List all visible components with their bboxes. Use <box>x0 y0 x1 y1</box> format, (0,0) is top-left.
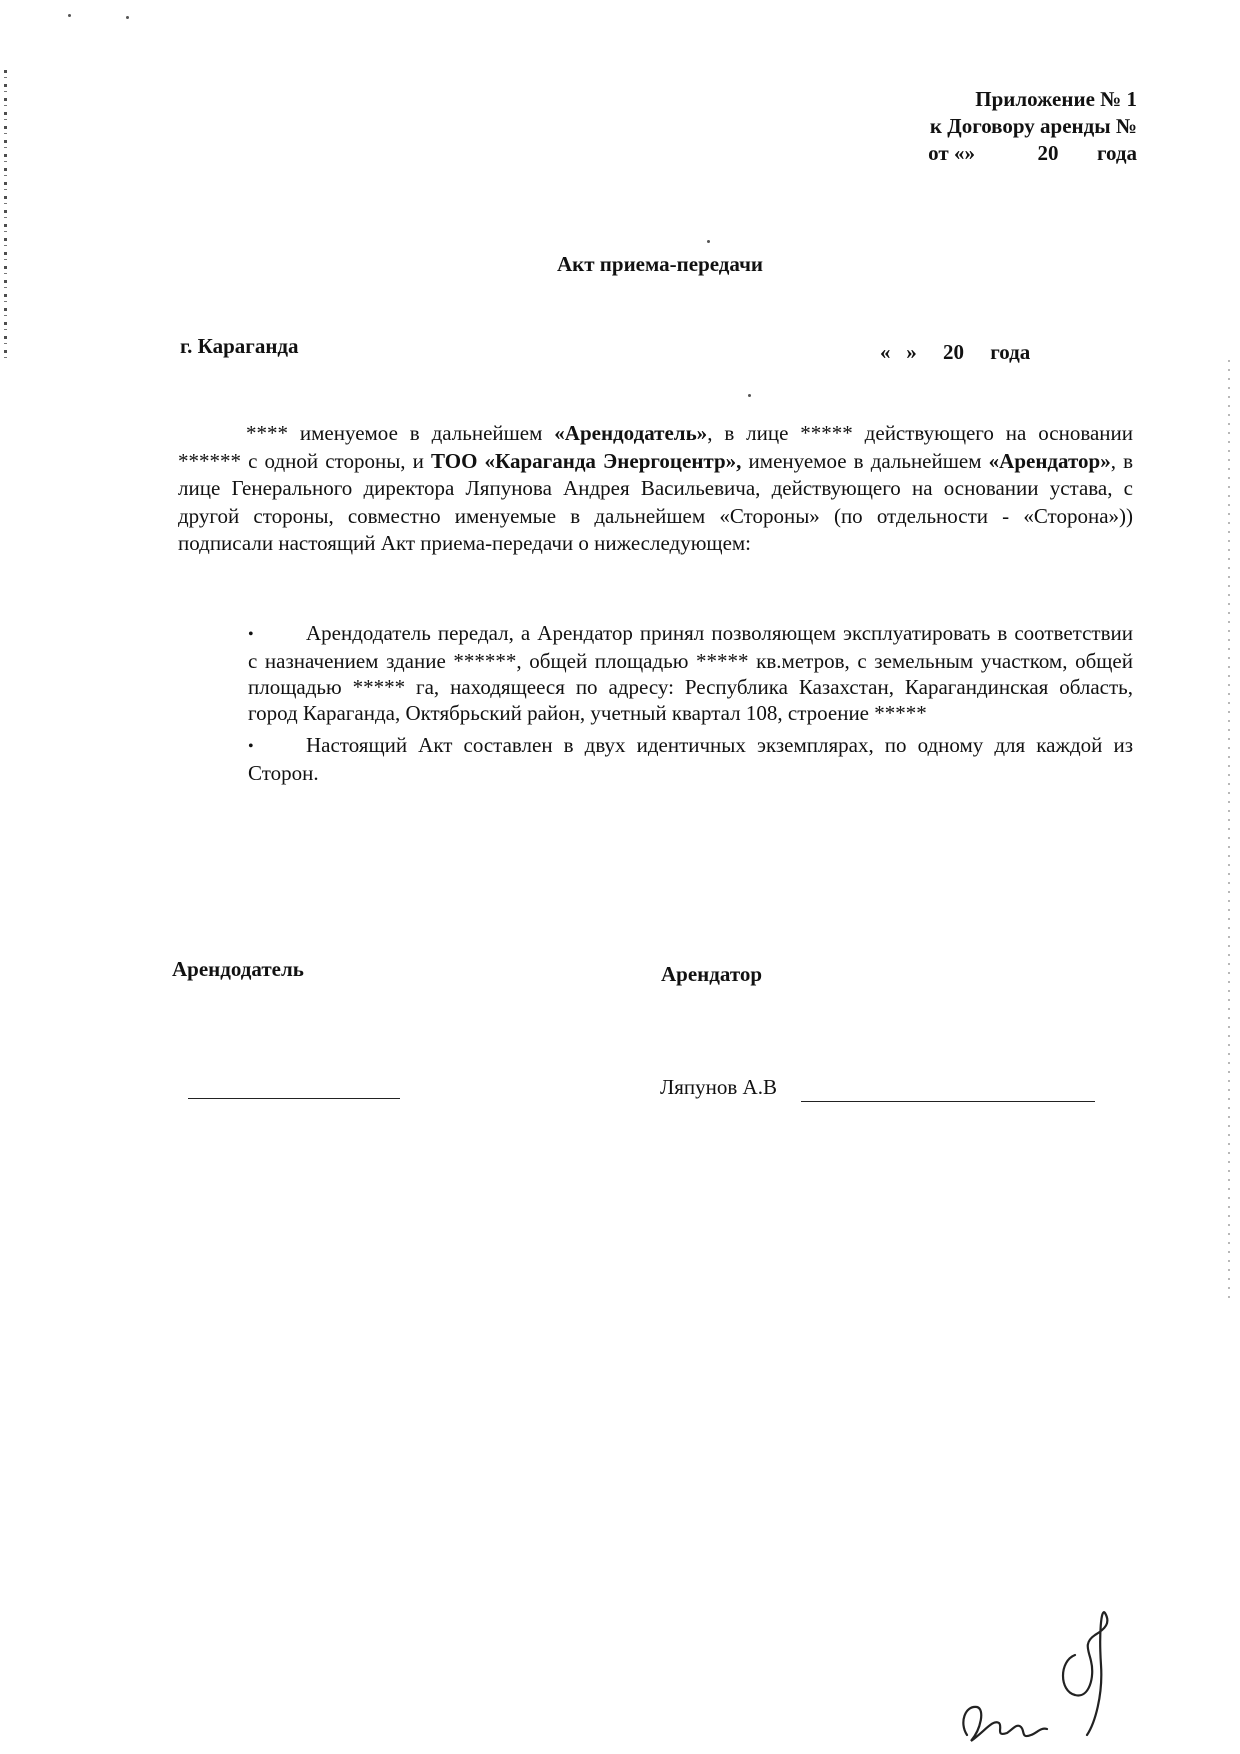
scan-artifact-right <box>1228 360 1230 1300</box>
document-date: « » 20 года <box>880 340 1031 364</box>
appendix-contract-ref: к Договору аренды № <box>929 114 1137 138</box>
bullet-icon: • <box>248 738 254 756</box>
terms-list <box>248 620 1133 792</box>
scan-speck <box>126 16 129 19</box>
handwritten-initials <box>955 1595 1155 1750</box>
scan-speck <box>68 14 71 17</box>
scan-artifact-left <box>4 70 7 360</box>
appendix-number: Приложение № 1 <box>975 87 1137 111</box>
list-item: • Настоящий Акт составлен в двух идентичных экземплярах, по одному для каждой из Сторон. <box>248 733 1133 786</box>
scan-speck <box>748 394 751 397</box>
document-title: Акт приема-передачи <box>556 252 764 276</box>
list-item: • Арендодатель передал, а Арендатор принял позволяющем эксплуатировать в соответствии с назначением здание ******, общей площадью ***** кв.метров, с земельным участком, общей площадью ***** га, находящееся по адресу: Республика Казахстан, Карагандинская область, город Караганда, Октябрьский район, учетный квартал 108, строение ***** <box>248 621 1133 726</box>
city: г. Караганда <box>180 334 299 358</box>
lessee-signature-line <box>801 1101 1095 1102</box>
lessee-signature-label: Арендатор <box>661 962 763 986</box>
lessee-signatory-name: Ляпунов А.В <box>660 1075 777 1099</box>
lessor-term: «Арендодатель» <box>554 421 708 445</box>
preamble-paragraph: **** именуемое в дальнейшем «Арендодатель», в лице ***** действующего на основании ****** с одной стороны, и ТОО «Караганда Энергоцентр», именуемое в дальнейшем «Арендатор», в лице Генерального директора Ляпунова Андрея Васильевича, действующего на основании устава, с другой стороны, совместно именуемые в дальнейшем «Стороны» (по отдельности - «Сторона»)) подписали настоящий Акт приема-передачи о нижеследующем: <box>178 421 1134 555</box>
appendix-date: от «» 20 года <box>928 141 1137 165</box>
lessor-signature-label: Арендодатель <box>172 957 304 981</box>
bullet-icon: • <box>248 626 254 644</box>
lessee-company: ТОО «Караганда Энергоцентр», <box>431 448 742 473</box>
scan-speck <box>707 240 710 243</box>
lessee-term: «Арендатор» <box>988 448 1111 473</box>
appendix-header <box>677 86 1137 167</box>
lessor-signature-line <box>188 1098 400 1099</box>
